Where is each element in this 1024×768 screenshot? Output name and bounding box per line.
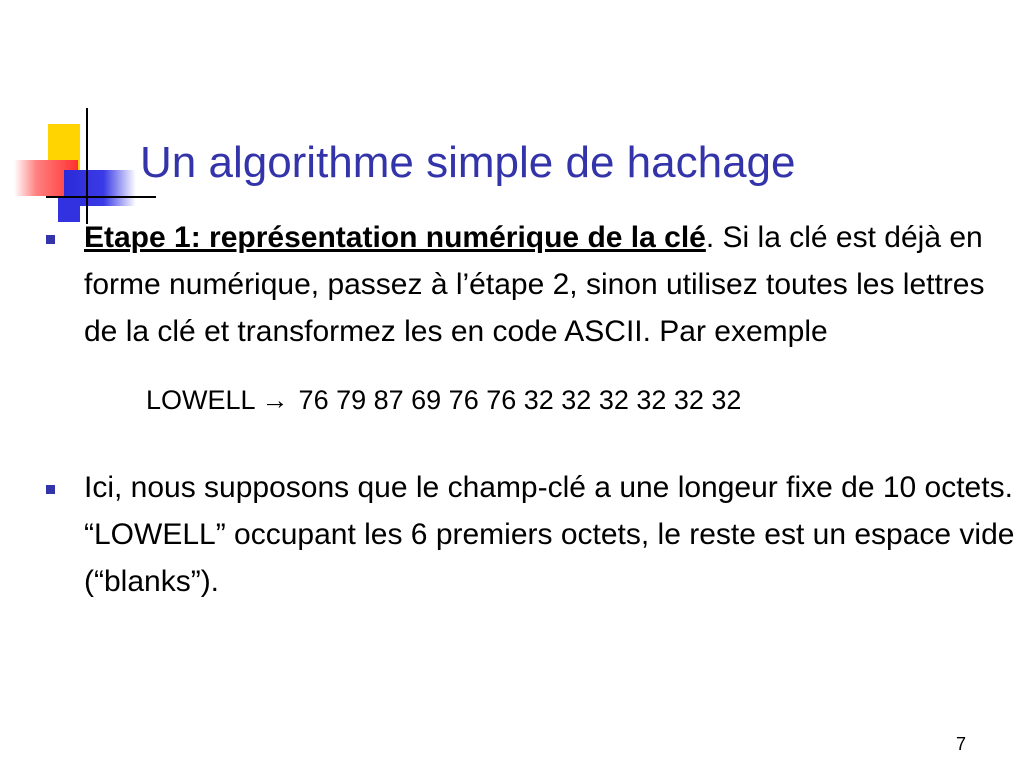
example-line: [146, 385, 1016, 416]
deco-horizontal-line: [46, 196, 156, 198]
slide-content: [46, 214, 1016, 605]
page-number: 7: [955, 734, 966, 754]
bullet-1-heading: Etape 1: représentation numérique de la clé: [84, 221, 706, 254]
bullet-item-1: [46, 214, 1016, 355]
arrow-right-icon: →: [261, 385, 289, 415]
deco-vertical-line: [86, 108, 88, 224]
corner-decoration: [0, 0, 160, 230]
slide-title: Un algorithme simple de hachage: [140, 138, 796, 187]
example-word: LOWELL: [146, 385, 256, 415]
example-codes: 76 79 87 69 76 76 32 32 32 32 32 32: [298, 385, 742, 415]
bullet-2-text: Ici, nous supposons que le champ-clé a une longeur fixe de 10 octets. “LOWELL” occupant les 6 premiers octets, le reste est un espace vide (“blanks”).: [84, 471, 1015, 598]
bullet-item-2: [46, 464, 1016, 605]
bullet-1-heading-suffix: .: [705, 221, 715, 254]
bullet-1-text: Si la clé est déjà en forme numérique, passez à l’étape 2, sinon utilisez toutes les lettres de la clé et transformez les en code ASCII. Par exemple: [84, 221, 985, 348]
bullet-square-icon: [46, 235, 55, 244]
bullet-square-icon: [46, 485, 55, 494]
